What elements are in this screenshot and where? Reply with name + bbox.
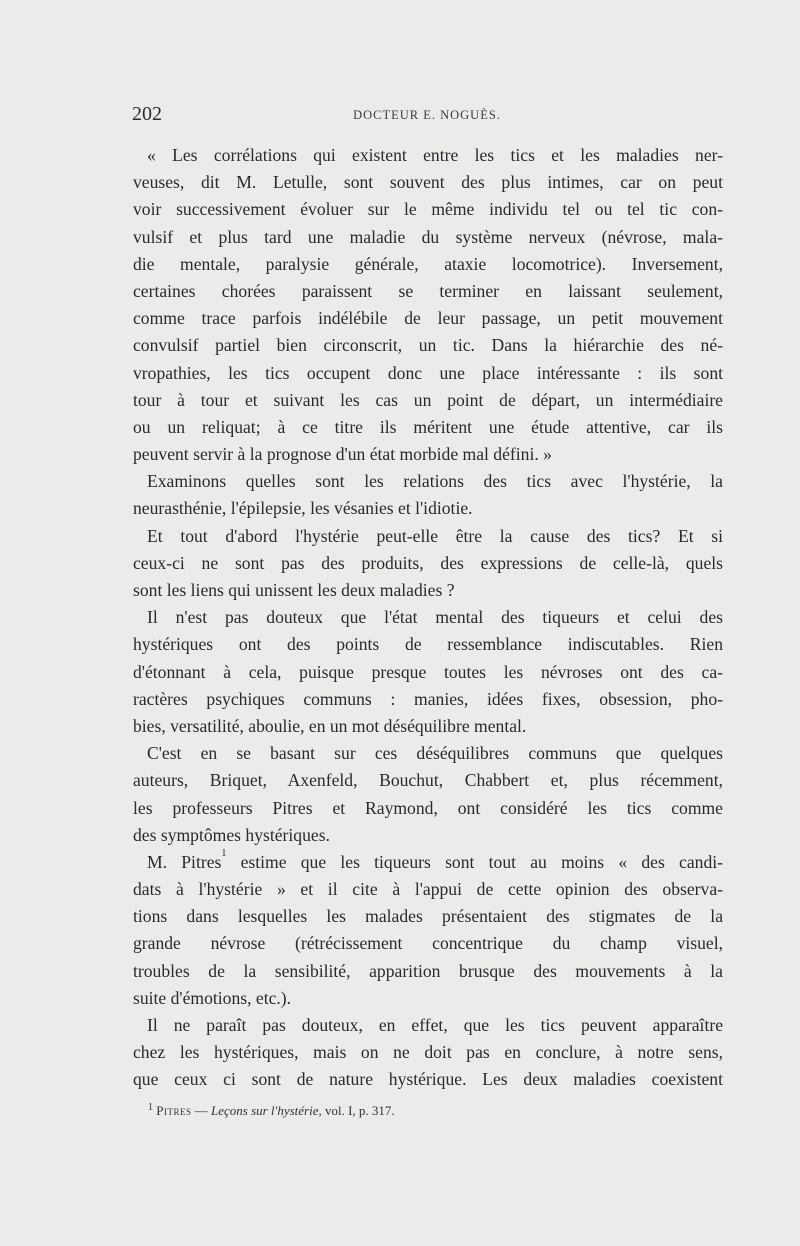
- footnote-rest: vol. I, p. 317.: [321, 1103, 395, 1118]
- text-line: hystériques ont des points de ressemblance indiscutables. Rien: [133, 634, 723, 655]
- running-head: [132, 103, 722, 131]
- footnote-dash: —: [191, 1103, 211, 1118]
- text-line: d'étonnant à cela, puisque presque toutes les névroses ont des ca-: [133, 661, 723, 682]
- text-line: que ceux ci sont de nature hystérique. Les deux maladies coexistent: [133, 1069, 723, 1090]
- text-line: die mentale, paralysie générale, ataxie locomotrice). Inversement,: [133, 253, 723, 274]
- text-line: vulsif et plus tard une maladie du système nerveux (névrose, mala-: [133, 226, 723, 247]
- text-line: Examinons quelles sont les relations des tics avec l'hystérie, la: [147, 471, 723, 492]
- text-line: dats à l'hystérie » et il cite à l'appui de cette opinion des observa-: [133, 879, 723, 900]
- text-line: Il ne paraît pas douteux, en effet, que les tics peuvent apparaître: [147, 1015, 723, 1035]
- text-line: bies, versatilité, aboulie, en un mot déséquilibre mental.: [133, 715, 527, 736]
- text-line: convulsif partiel bien circonscrit, un tic. Dans la hiérarchie des né-: [133, 335, 723, 356]
- text-line: les professeurs Pitres et Raymond, ont considéré les tics comme: [133, 797, 723, 818]
- text-line: suite d'émotions, etc.).: [133, 987, 292, 1008]
- text-line: veuses, dit M. Letulle, sont souvent des plus intimes, car on peut: [133, 172, 723, 193]
- text-line: sont les liens qui unissent les deux maladies ?: [133, 580, 455, 600]
- text-line: « Les corrélations qui existent entre les tics et les maladies ner-: [147, 145, 723, 165]
- text-line: neurasthénie, l'épilepsie, les vésanies et l'idiotie.: [133, 498, 473, 519]
- text-line: C'est en se basant sur ces déséquilibres communs que quelques: [147, 743, 723, 764]
- text-line: tions dans lesquelles les malades présentaient des stigmates de la: [133, 906, 723, 927]
- body-text: [133, 142, 723, 1094]
- page-number: 202: [132, 103, 162, 125]
- text-line: troubles de la sensibilité, apparition brusque des mouvements à la: [133, 960, 723, 981]
- footnote-author: Pitres: [156, 1103, 192, 1118]
- footnote: [148, 1103, 395, 1119]
- text-line: Et tout d'abord l'hystérie peut-elle être la cause des tics? Et si: [147, 525, 723, 546]
- footnote-title: Leçons sur l'hystérie,: [210, 1103, 322, 1118]
- text-line: chez les hystériques, mais on ne doit pas en conclure, à notre sens,: [133, 1042, 723, 1063]
- text-line: vropathies, les tics occupent donc une place intéressante : ils sont: [133, 362, 723, 383]
- footnote-marker: 1: [148, 1102, 153, 1113]
- text-line: ceux-ci ne sont pas des produits, des expressions de celle-là, quels: [133, 552, 723, 573]
- text-line: voir successivement évoluer sur le même individu tel ou tel tic con-: [133, 199, 723, 220]
- text-line: auteurs, Briquet, Axenfeld, Bouchut, Chabbert et, plus récemment,: [133, 770, 723, 791]
- text-line-with-footnote-ref: [133, 849, 723, 876]
- text-line: ou un reliquat; à ce titre ils méritent une étude attentive, car ils: [133, 416, 723, 437]
- text-line: certaines chorées paraissent se terminer en laissant seulement,: [133, 280, 723, 301]
- footnote-reference: 1: [221, 848, 227, 859]
- text-line: des symptômes hystériques.: [133, 824, 330, 845]
- running-title: DOCTEUR E. NOGUÈS.: [353, 108, 501, 122]
- text-line: ractères psychiques communs : manies, idées fixes, obsession, pho-: [133, 688, 723, 709]
- text-line: peuvent servir à la prognose d'un état morbide mal défini. »: [133, 444, 552, 465]
- text-line: tour à tour et suivant les cas un point de départ, un intermédiaire: [133, 389, 723, 410]
- text-line: grande névrose (rétrécissement concentrique du champ visuel,: [133, 933, 723, 954]
- footnote-line-text: M. Pitres$^1$ estime que les tiqueurs sont tout au moins « des candi-: [147, 848, 723, 872]
- text-line: Il n'est pas douteux que l'état mental des tiqueurs et celui des: [147, 607, 723, 628]
- text-line: comme trace parfois indélébile de leur passage, un petit mouvement: [133, 308, 723, 329]
